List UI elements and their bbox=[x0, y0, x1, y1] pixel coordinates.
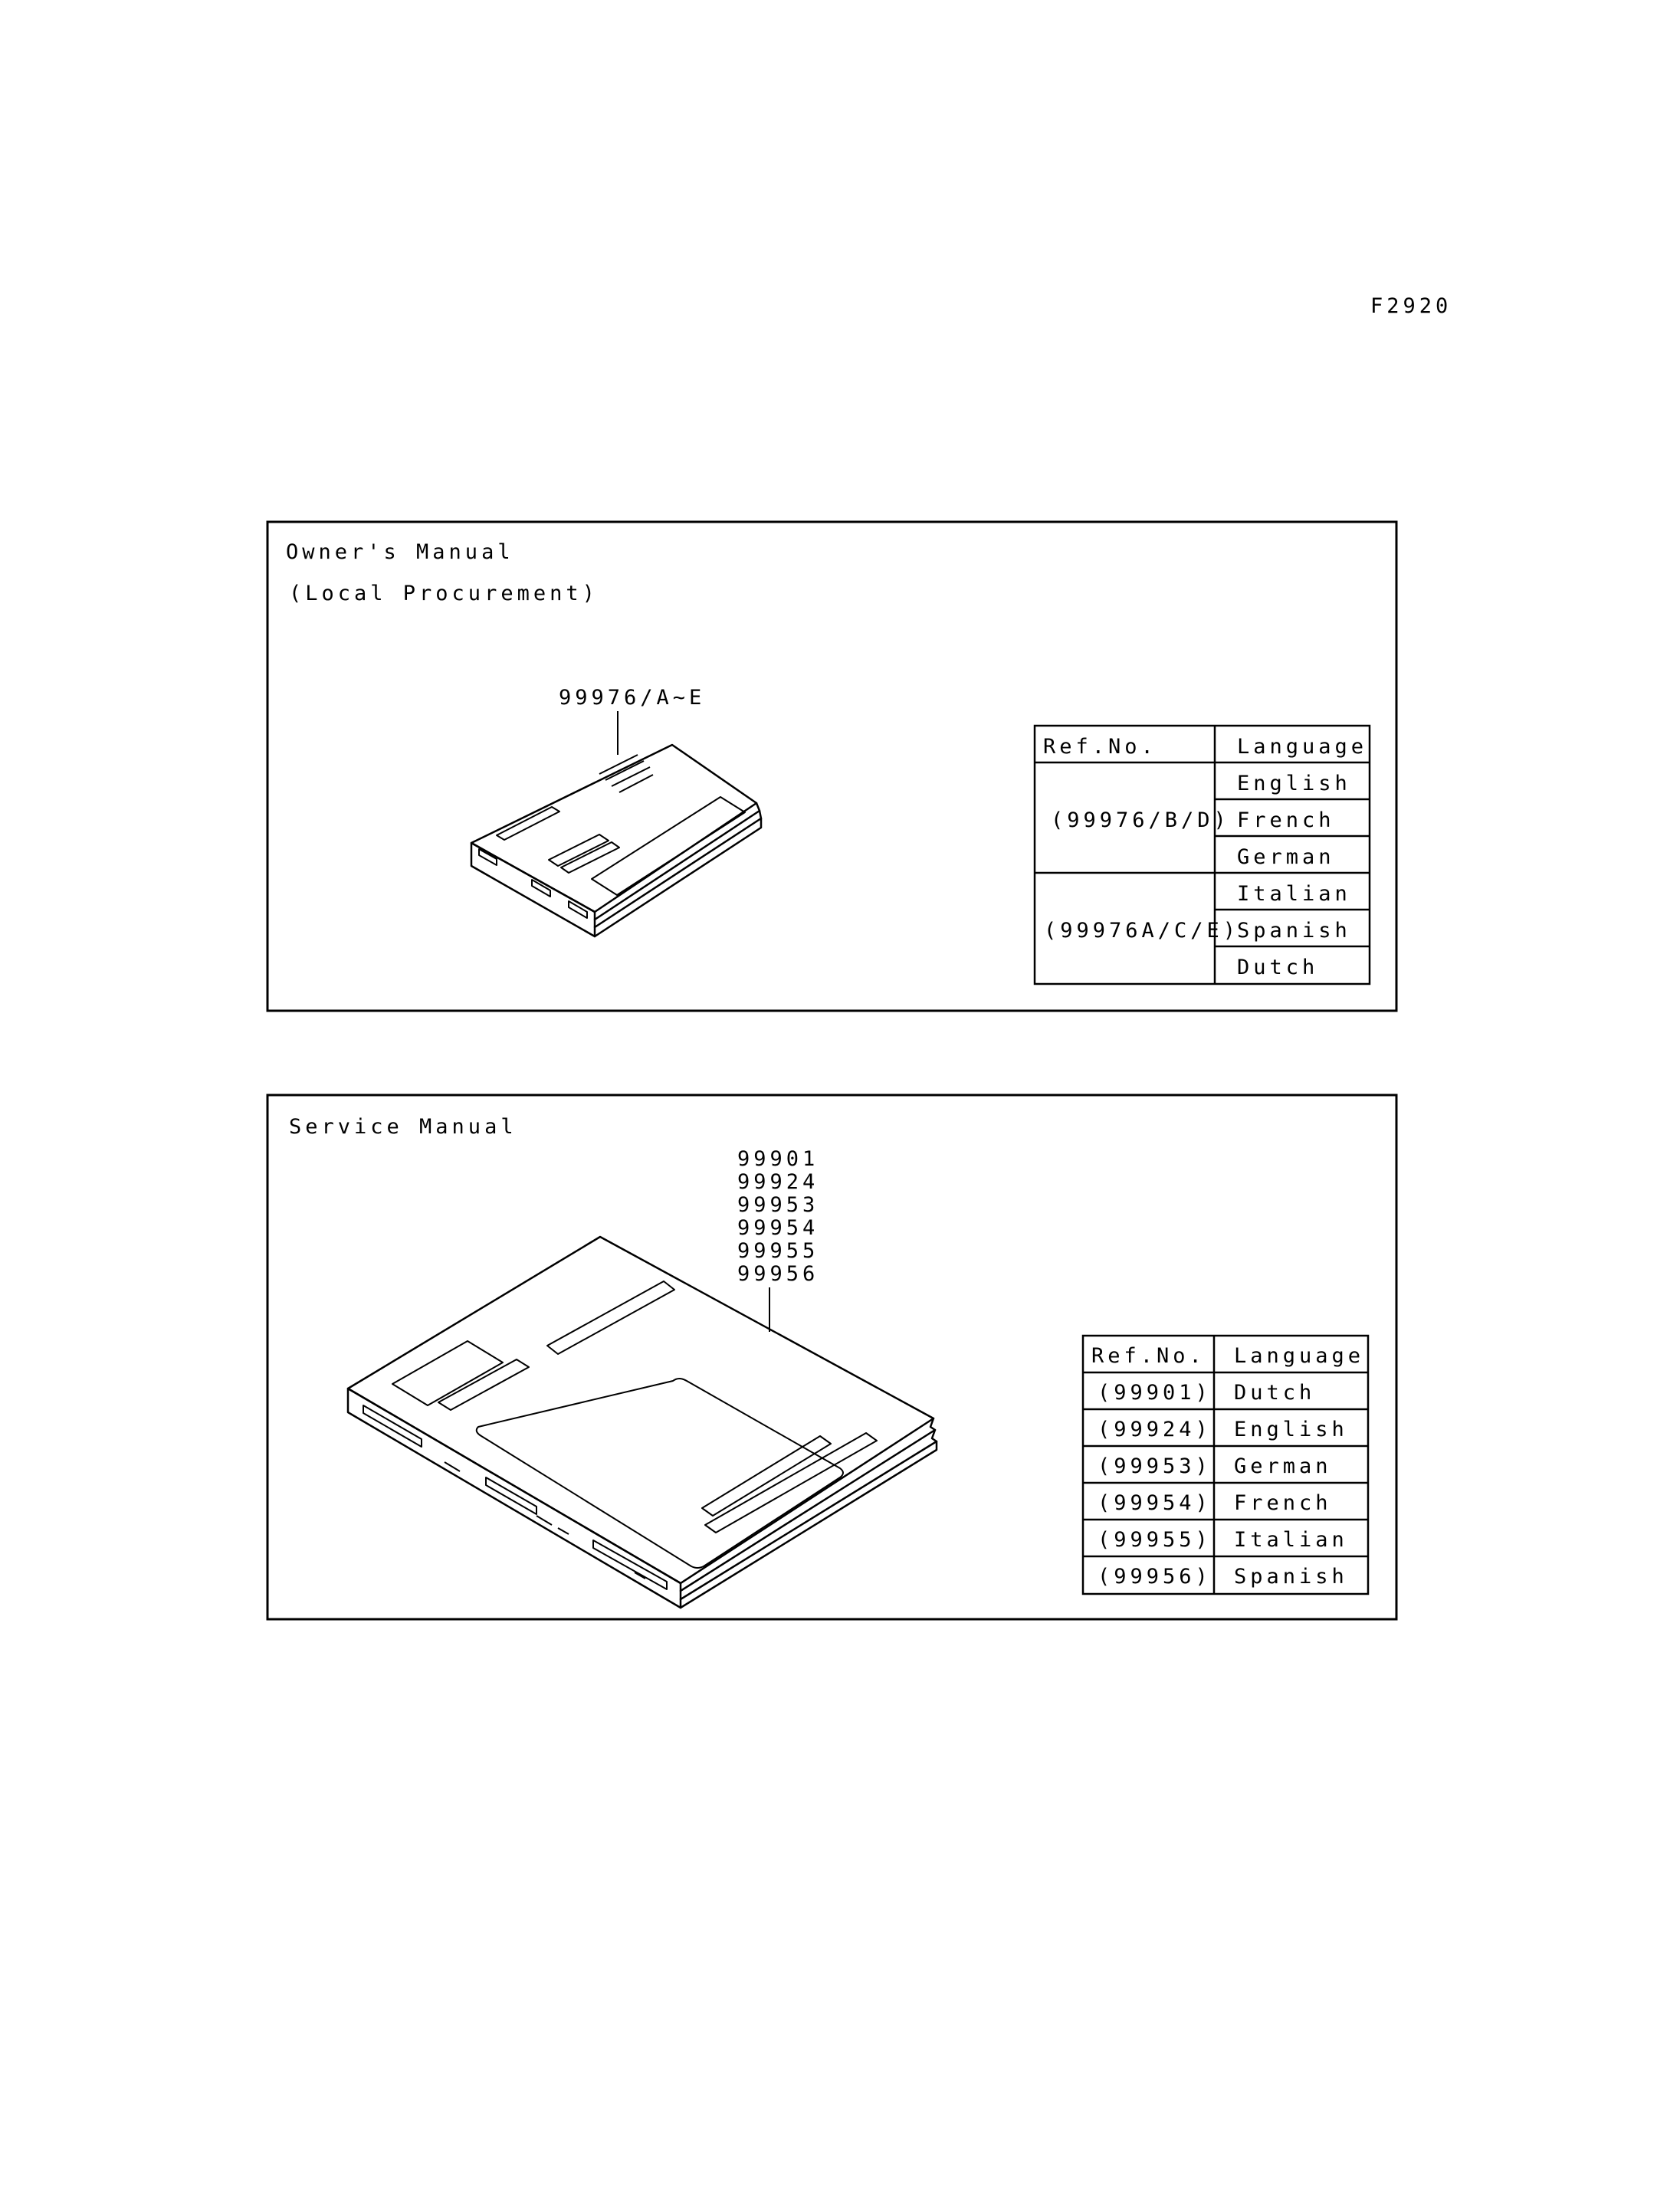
service-callout-label: 99901 bbox=[737, 1147, 819, 1171]
service-table-header-ref: Ref.No. bbox=[1091, 1344, 1206, 1368]
service-reference-table bbox=[1083, 1336, 1368, 1594]
owners-manual-book-icon bbox=[471, 745, 761, 936]
service-table-ref: (99924) bbox=[1098, 1418, 1212, 1441]
owners-table-ref-group-2: (99976A/C/E) bbox=[1044, 919, 1240, 943]
owners-table-lang: Italian bbox=[1237, 882, 1351, 906]
service-table-lang: French bbox=[1234, 1491, 1332, 1515]
owners-table-lang: Spanish bbox=[1237, 919, 1351, 943]
owners-table-lang: English bbox=[1237, 772, 1351, 795]
service-callout-label: 99924 bbox=[737, 1170, 819, 1194]
owners-table-lang: Dutch bbox=[1237, 956, 1319, 979]
service-table-ref: (99954) bbox=[1098, 1491, 1212, 1515]
service-table-lang: English bbox=[1234, 1418, 1348, 1441]
owners-panel-title: Owner's Manual bbox=[286, 540, 514, 564]
service-table-lang: Dutch bbox=[1234, 1381, 1316, 1405]
service-table-header-language: Language bbox=[1234, 1344, 1365, 1368]
figure-code: F2920 bbox=[1370, 294, 1452, 318]
service-table-lang: Spanish bbox=[1234, 1565, 1348, 1589]
owners-table-header-language: Language bbox=[1237, 735, 1368, 759]
service-callout-label: 99954 bbox=[737, 1216, 819, 1240]
service-panel-title: Service Manual bbox=[289, 1115, 517, 1139]
owners-reference-table bbox=[1035, 726, 1370, 984]
service-callout-label: 99956 bbox=[737, 1262, 819, 1286]
owners-callout-label: 99976/A~E bbox=[559, 686, 706, 710]
service-table-ref: (99901) bbox=[1098, 1381, 1212, 1405]
service-table-ref: (99953) bbox=[1098, 1454, 1212, 1478]
owners-table-lang: German bbox=[1237, 845, 1335, 869]
owners-table-header-ref: Ref.No. bbox=[1043, 735, 1157, 759]
owners-panel-subtitle: (Local Procurement) bbox=[289, 582, 599, 605]
service-callout-label: 99955 bbox=[737, 1239, 819, 1263]
service-table-ref: (99955) bbox=[1098, 1528, 1212, 1552]
owners-manual-panel bbox=[267, 522, 1396, 1011]
service-callout-label: 99953 bbox=[737, 1193, 819, 1217]
service-table-lang: Italian bbox=[1234, 1528, 1348, 1552]
service-manual-panel bbox=[267, 1095, 1396, 1619]
owners-table-lang: French bbox=[1237, 808, 1335, 832]
service-table-lang: German bbox=[1234, 1454, 1332, 1478]
service-table-ref: (99956) bbox=[1098, 1565, 1212, 1589]
owners-table-ref-group-1: (99976/B/D) bbox=[1051, 808, 1230, 832]
service-panel-frame bbox=[267, 1095, 1396, 1619]
service-manual-book-icon bbox=[348, 1237, 937, 1608]
